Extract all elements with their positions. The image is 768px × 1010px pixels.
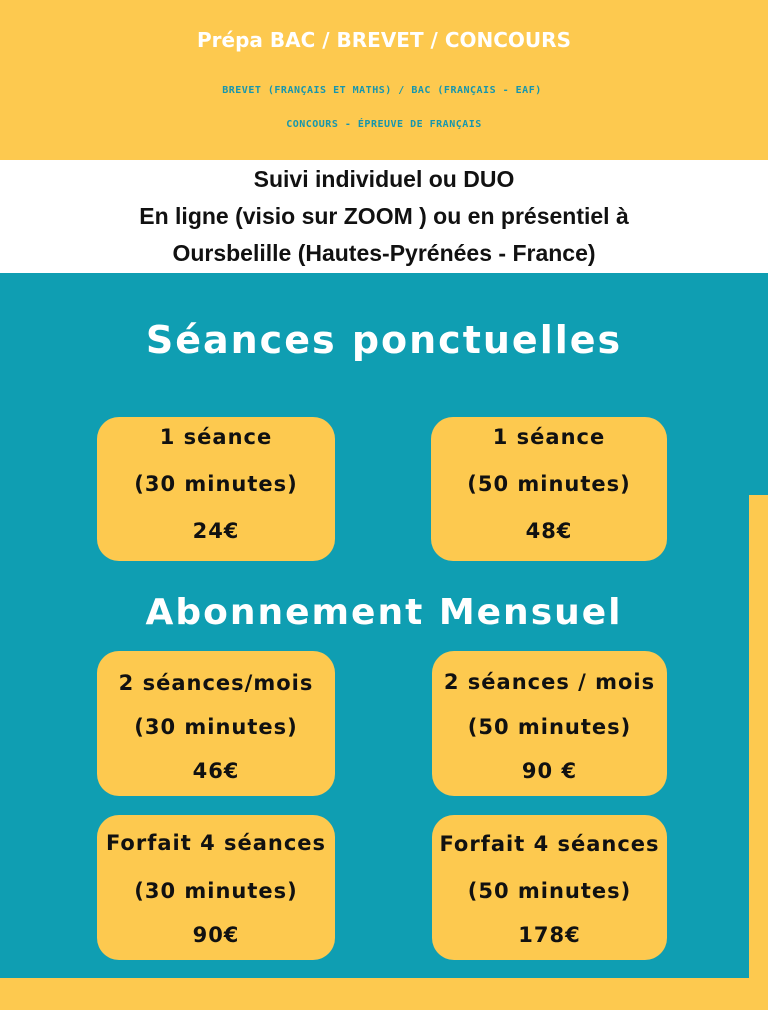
card-price: 90 € <box>521 759 578 783</box>
info-line-format: Suivi individuel ou DUO <box>253 166 515 192</box>
price-card-forfait-4-50 <box>432 815 667 960</box>
card-label: 2 séances/mois <box>118 671 314 695</box>
subtitle-concours: CONCOURS - ÉPREUVE DE FRANÇAIS <box>286 119 482 130</box>
card-duration: (50 minutes) <box>467 472 631 496</box>
subtitle-exams: BREVET (FRANÇAIS ET MATHS) / BAC (FRANÇAIS - EAF) <box>222 85 542 96</box>
card-label: Forfait 4 séances <box>439 832 660 856</box>
card-duration: (30 minutes) <box>134 472 298 496</box>
card-label: Forfait 4 séances <box>105 831 327 855</box>
card-duration: (50 minutes) <box>467 715 632 739</box>
card-label: 2 séances / mois <box>443 670 656 694</box>
card-price: 178€ <box>518 923 581 947</box>
section-title-mensuel: Abonnement Mensuel <box>145 592 623 633</box>
page-title: Prépa BAC / BREVET / CONCOURS <box>197 28 571 52</box>
price-card-forfait-4-30 <box>97 815 335 960</box>
card-price: 24€ <box>192 519 240 543</box>
card-price: 48€ <box>525 519 573 543</box>
section-title-ponctuelles: Séances ponctuelles <box>145 318 623 362</box>
card-price: 46€ <box>192 759 240 783</box>
price-card-single-50 <box>431 417 667 561</box>
card-duration: (30 minutes) <box>134 715 298 739</box>
card-duration: (50 minutes) <box>467 879 632 903</box>
price-card-monthly-2-50 <box>432 651 667 796</box>
price-card-monthly-2-30 <box>97 651 335 796</box>
info-line-mode: En ligne (visio sur ZOOM ) ou en présentiel à <box>139 203 629 229</box>
card-duration: (30 minutes) <box>134 879 298 903</box>
info-line-location: Oursbelille (Hautes-Pyrénées - France) <box>172 240 596 266</box>
card-price: 90€ <box>192 923 240 947</box>
card-label: 1 séance <box>159 425 273 449</box>
header-banner <box>0 0 768 160</box>
price-card-single-30 <box>97 417 335 561</box>
card-label: 1 séance <box>492 425 606 449</box>
